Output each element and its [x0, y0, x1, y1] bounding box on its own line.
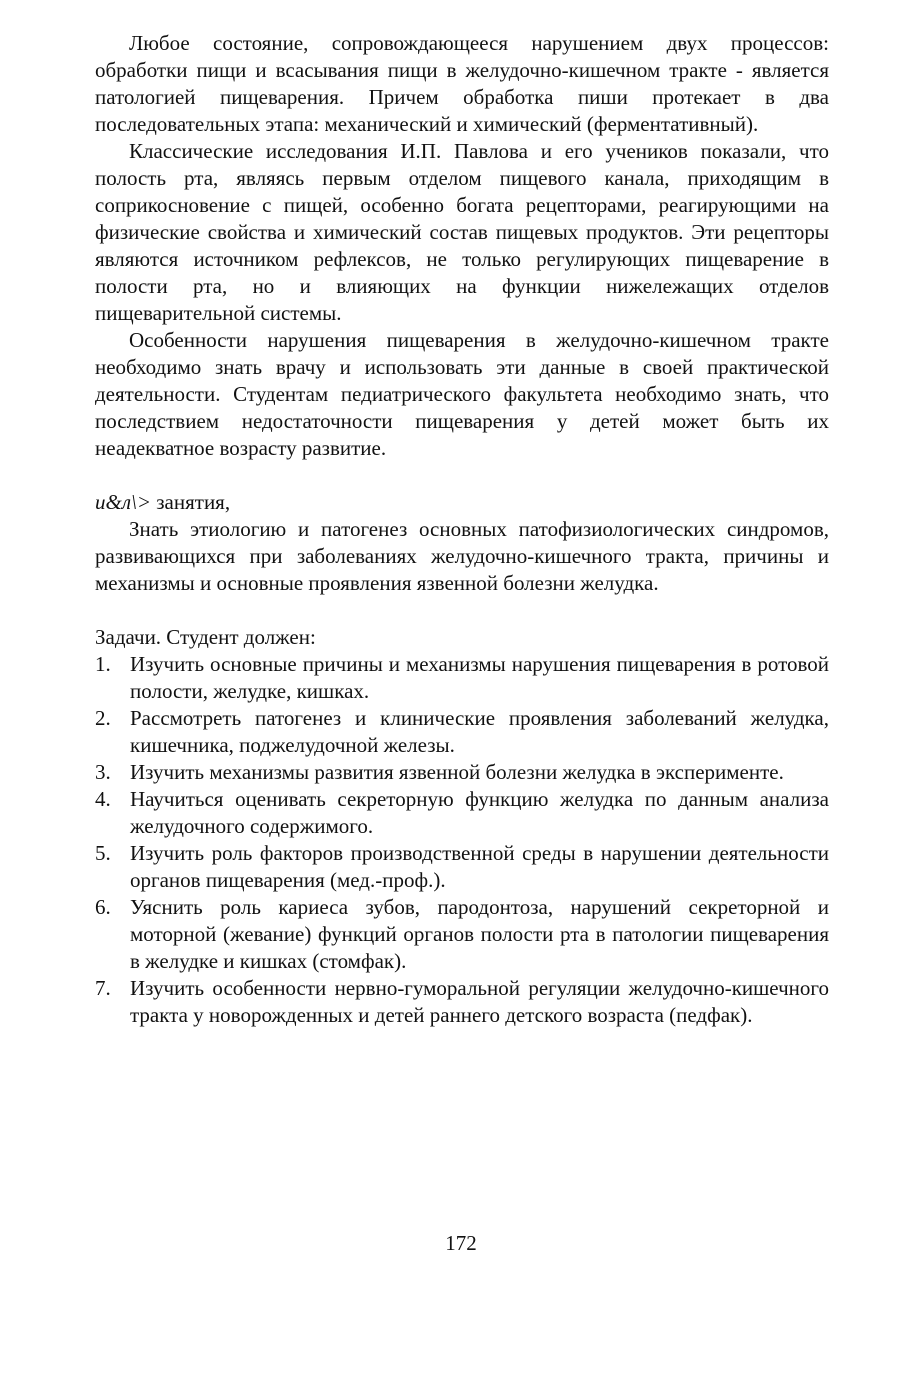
task-text: Рассмотреть патогенез и клинические проявления заболеваний желудка, кишечника, поджелудочной железы. — [130, 706, 829, 757]
task-number: 7. — [95, 976, 111, 1000]
spacer — [95, 462, 829, 489]
task-item — [95, 759, 829, 786]
task-item — [95, 705, 829, 759]
task-text: Изучить основные причины и механизмы нарушения пищеварения в ротовой полости, желудке, кишках. — [130, 652, 829, 703]
task-number: 6. — [95, 895, 111, 919]
goal-heading-rest: занятия, — [151, 490, 231, 514]
task-text: Изучить механизмы развития язвенной болезни желудка в эксперименте. — [130, 760, 784, 784]
page-body — [95, 30, 829, 1029]
task-item — [95, 840, 829, 894]
intro-paragraph-1: Любое состояние, сопровождающееся нарушением двух процессов: обработки пищи и всасывания пищи в желудочно-кишечном тракте - является патологией пищеварения. Причем обработка пиши протекает в два последовательных этапа: механический и химический (ферментативный). — [95, 31, 829, 136]
spacer — [95, 597, 829, 624]
intro-paragraph-2: Классические исследования И.П. Павлова и его учеников показали, что полость рта, являясь первым отделом пищевого канала, приходящим в соприкосновение с пищей, особенно богата рецепторами, реагирующими на физические свойства и химический состав пищевых продуктов. Эти рецепторы являются источником рефлексов, не только регулирующих пищеварение в полости рта, но и влияющих на функции нижележащих отделов пищеварительной системы. — [95, 139, 829, 325]
goal-paragraph: Знать этиологию и патогенез основных патофизиологических синдромов, развивающихся при заболеваниях желудочно-кишечного тракта, причины и механизмы и основные проявления язвенной болезни желудка. — [95, 517, 829, 595]
task-text: Изучить роль факторов производственной среды в нарушении деятельности органов пищеварения (мед.-проф.). — [130, 841, 829, 892]
page-number: 172 — [445, 1231, 477, 1255]
task-text: Уяснить роль кариеса зубов, пародонтоза, нарушений секреторной и моторной (жевание) функций органов полости рта в патологии пищеварения в желудке и кишках (стомфак). — [130, 895, 829, 973]
task-number: 2. — [95, 706, 111, 730]
goal-heading-garbled: и&л\> — [95, 490, 151, 514]
task-number: 1. — [95, 652, 111, 676]
task-item — [95, 894, 829, 975]
goal-heading — [95, 489, 829, 516]
task-number: 5. — [95, 841, 111, 865]
task-text: Научиться оценивать секреторную функцию желудка по данным анализа желудочного содержимого. — [130, 787, 829, 838]
task-number: 3. — [95, 760, 111, 784]
tasks-list — [95, 651, 829, 1029]
task-item — [95, 651, 829, 705]
task-number: 4. — [95, 787, 111, 811]
task-text: Изучить особенности нервно-гуморальной регуляции желудочно-кишечного тракта у новорожденных и детей раннего детского возраста (педфак). — [130, 976, 829, 1027]
task-item — [95, 786, 829, 840]
tasks-title: Задачи. Студент должен: — [95, 625, 316, 649]
task-item — [95, 975, 829, 1029]
intro-paragraph-3: Особенности нарушения пищеварения в желудочно-кишечном тракте необходимо знать врачу и использовать эти данные в своей практической деятельности. Студентам педиатрического факультета необходимо знать, что последствием недостаточности пищеварения у детей может быть их неадекватное возрасту развитие. — [95, 328, 829, 460]
